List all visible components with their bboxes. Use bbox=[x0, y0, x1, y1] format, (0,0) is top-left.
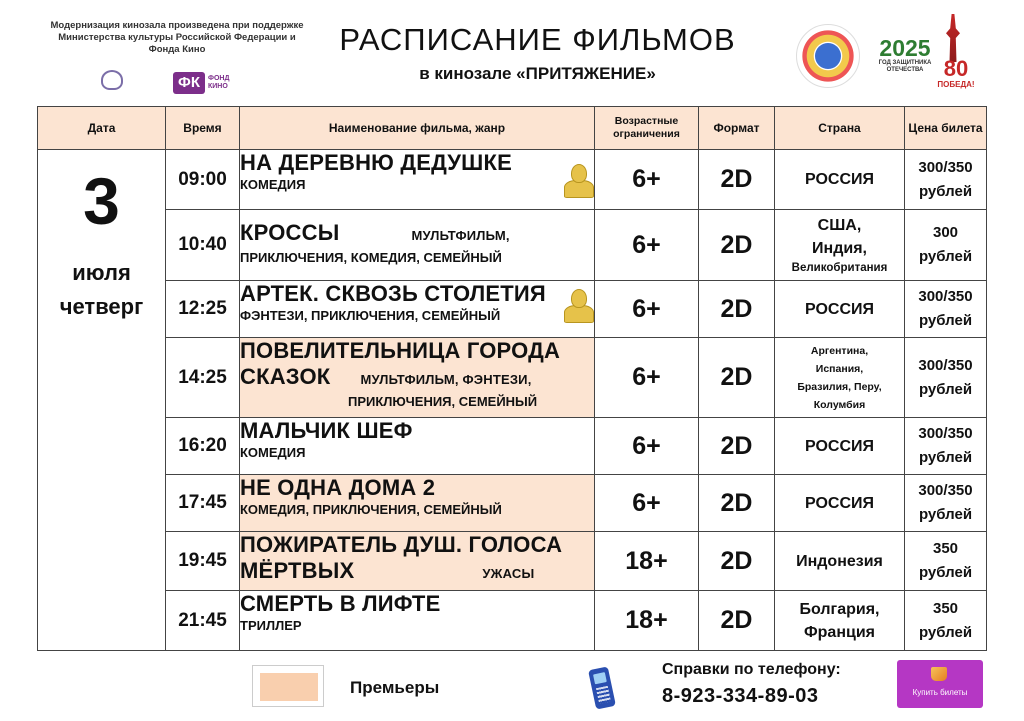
date-weekday: четверг bbox=[59, 294, 144, 319]
ticket-price bbox=[905, 281, 987, 338]
age-rating: 18+ bbox=[595, 591, 699, 651]
ticket-price bbox=[905, 150, 987, 210]
film-format: 2D bbox=[699, 532, 775, 591]
age-rating: 6+ bbox=[595, 210, 699, 281]
session-time: 16:20 bbox=[166, 418, 240, 475]
film-genre: КОМЕДИЯ bbox=[240, 445, 306, 460]
film-country: Болгария, Франция bbox=[775, 591, 905, 651]
price-currency: рублей bbox=[918, 248, 973, 265]
header-film: Наименование фильма, жанр bbox=[240, 107, 595, 150]
film-genre: КОМЕДИЯ, ПРИКЛЮЧЕНИЯ, СЕМЕЙНЫЙ bbox=[240, 502, 502, 517]
buy-tickets-button[interactable] bbox=[897, 660, 983, 708]
contact-label: Справки по телефону: bbox=[662, 661, 841, 678]
price-value: 300/350 bbox=[918, 425, 973, 442]
film-format: 2D bbox=[699, 338, 775, 418]
film-genre-inline: УЖАСЫ bbox=[482, 566, 535, 581]
page-subtitle: в кинозале «ПРИТЯЖЕНИЕ» bbox=[419, 64, 656, 83]
film-genre: ТРИЛЛЕР bbox=[240, 618, 302, 633]
film-country: РОССИЯ bbox=[775, 281, 905, 338]
header-country: Страна bbox=[775, 107, 905, 150]
header-time: Время bbox=[166, 107, 240, 150]
film-title: КРОССЫ bbox=[240, 220, 340, 245]
film-title: НА ДЕРЕВНЮ ДЕДУШКЕ bbox=[240, 150, 512, 175]
film-format: 2D bbox=[699, 281, 775, 338]
premiere-legend-label: Премьеры bbox=[350, 678, 440, 697]
film-fund-logo bbox=[173, 72, 237, 96]
session-time: 10:40 bbox=[166, 210, 240, 281]
film-title: НЕ ОДНА ДОМА 2 bbox=[240, 475, 436, 500]
price-currency: рублей bbox=[918, 449, 973, 466]
film-country: РОССИЯ bbox=[775, 150, 905, 210]
film-country: США, Индия, Великобритания bbox=[775, 210, 905, 281]
table-row bbox=[38, 150, 987, 210]
film-cell bbox=[240, 150, 595, 210]
film-genre-inline: МУЛЬТФИЛЬМ, bbox=[411, 228, 510, 243]
buy-tickets-label: Купить билеты bbox=[912, 688, 968, 697]
page-title: РАСПИСАНИЕ ФИЛЬМОВ bbox=[339, 22, 736, 57]
mobile-phone-icon bbox=[588, 666, 616, 709]
age-rating: 6+ bbox=[595, 418, 699, 475]
film-genre: ПРИКЛЮЧЕНИЯ, КОМЕДИЯ, СЕМЕЙНЫЙ bbox=[240, 250, 502, 265]
cinema-logo-icon bbox=[796, 24, 860, 88]
film-cell-premiere bbox=[240, 338, 595, 418]
year-caption: ГОД ЗАЩИТНИКА ОТЕЧЕСТВА bbox=[878, 60, 932, 73]
ministry-logo bbox=[92, 70, 132, 100]
age-rating: 18+ bbox=[595, 532, 699, 591]
year-of-defender-logo bbox=[876, 36, 934, 88]
date-month: июля bbox=[72, 260, 131, 285]
ticket-price bbox=[905, 591, 987, 651]
ticket-price bbox=[905, 418, 987, 475]
film-format: 2D bbox=[699, 591, 775, 651]
film-country: РОССИЯ bbox=[775, 418, 905, 475]
session-time: 21:45 bbox=[166, 591, 240, 651]
price-value: 300/350 bbox=[918, 158, 973, 176]
date-day-number: 3 bbox=[83, 164, 120, 238]
price-currency: рублей bbox=[918, 623, 973, 641]
age-rating: 6+ bbox=[595, 150, 699, 210]
ticket-price bbox=[905, 532, 987, 591]
schedule-table bbox=[37, 106, 987, 651]
price-currency: рублей bbox=[918, 564, 973, 581]
session-time: 09:00 bbox=[166, 150, 240, 210]
header-price: Цена билета bbox=[905, 107, 987, 150]
victory-80-logo bbox=[936, 14, 976, 92]
film-format: 2D bbox=[699, 418, 775, 475]
price-value: 300 bbox=[932, 224, 959, 241]
price-currency: рублей bbox=[918, 506, 973, 523]
header-format: Формат bbox=[699, 107, 775, 150]
price-value: 300/350 bbox=[918, 288, 973, 305]
motherland-statue-icon bbox=[946, 14, 960, 62]
film-cell-premiere bbox=[240, 532, 595, 591]
table-row bbox=[38, 475, 987, 532]
ministry-emblem-icon bbox=[101, 70, 123, 90]
sponsor-note: Модернизация кинозала произведена при поддержке Министерства культуры Российской Федерации и Фонда Кино bbox=[50, 20, 304, 55]
table-row bbox=[38, 338, 987, 418]
ticket-price bbox=[905, 475, 987, 532]
film-country: РОССИЯ bbox=[775, 475, 905, 532]
date-cell bbox=[38, 150, 166, 651]
table-row bbox=[38, 281, 987, 338]
ticket-icon bbox=[931, 667, 947, 681]
film-title-line-1: ПОЖИРАТЕЛЬ ДУШ. ГОЛОСА bbox=[240, 532, 563, 557]
premiere-legend-swatch bbox=[252, 665, 324, 707]
film-title: СМЕРТЬ В ЛИФТЕ bbox=[240, 591, 441, 616]
age-rating: 6+ bbox=[595, 281, 699, 338]
film-cell bbox=[240, 281, 595, 338]
header-age: Возрастные ограничения bbox=[595, 107, 699, 150]
film-genre: КОМЕДИЯ bbox=[240, 177, 306, 192]
victory-text: ПОБЕДА! bbox=[937, 80, 975, 89]
film-cell bbox=[240, 591, 595, 651]
film-country: Аргентина, Испания, Бразилия, Перу, Колумбия bbox=[775, 338, 905, 418]
film-country: Индонезия bbox=[775, 532, 905, 591]
session-time: 17:45 bbox=[166, 475, 240, 532]
session-time: 19:45 bbox=[166, 532, 240, 591]
fk-logo-mark: ФК bbox=[173, 72, 205, 94]
table-row bbox=[38, 418, 987, 475]
film-title-line-2: СКАЗОК bbox=[240, 364, 331, 389]
film-genre: ФЭНТЕЗИ, ПРИКЛЮЧЕНИЯ, СЕМЕЙНЫЙ bbox=[240, 308, 501, 323]
film-title-line-2: МЁРТВЫХ bbox=[240, 558, 355, 583]
contact-phone[interactable]: 8-923-334-89-03 bbox=[662, 685, 819, 707]
age-rating: 6+ bbox=[595, 475, 699, 532]
table-row bbox=[38, 210, 987, 281]
film-genre: ПРИКЛЮЧЕНИЯ, СЕМЕЙНЫЙ bbox=[348, 394, 538, 409]
film-cell-premiere bbox=[240, 475, 595, 532]
film-cell bbox=[240, 418, 595, 475]
price-value: 350 bbox=[932, 540, 959, 557]
film-title: АРТЕК. СКВОЗЬ СТОЛЕТИЯ bbox=[240, 281, 546, 306]
film-cell bbox=[240, 210, 595, 281]
header-date: Дата bbox=[38, 107, 166, 150]
price-currency: рублей bbox=[918, 380, 973, 398]
price-currency: рублей bbox=[918, 182, 973, 200]
price-value: 350 bbox=[932, 599, 959, 617]
film-genre-inline: МУЛЬТФИЛЬМ, ФЭНТЕЗИ, bbox=[360, 372, 532, 387]
ticket-price bbox=[905, 338, 987, 418]
age-rating: 6+ bbox=[595, 338, 699, 418]
price-value: 300/350 bbox=[918, 356, 973, 374]
pushkin-card-icon bbox=[562, 162, 594, 198]
session-time: 14:25 bbox=[166, 338, 240, 418]
table-row bbox=[38, 591, 987, 651]
ticket-price bbox=[905, 210, 987, 281]
table-row bbox=[38, 532, 987, 591]
year-number: 2025 bbox=[879, 35, 931, 61]
price-value: 300/350 bbox=[918, 482, 973, 499]
session-time: 12:25 bbox=[166, 281, 240, 338]
pushkin-card-icon bbox=[562, 287, 594, 323]
price-currency: рублей bbox=[918, 312, 973, 329]
fk-caption-2: КИНО bbox=[208, 83, 228, 90]
film-title-line-1: ПОВЕЛИТЕЛЬНИЦА ГОРОДА bbox=[240, 338, 561, 363]
victory-number: 80 bbox=[943, 56, 969, 81]
table-header-row bbox=[38, 107, 987, 150]
film-format: 2D bbox=[699, 150, 775, 210]
film-title: МАЛЬЧИК ШЕФ bbox=[240, 418, 413, 443]
film-format: 2D bbox=[699, 475, 775, 532]
film-format: 2D bbox=[699, 210, 775, 281]
fk-caption-1: ФОНД bbox=[208, 75, 230, 82]
